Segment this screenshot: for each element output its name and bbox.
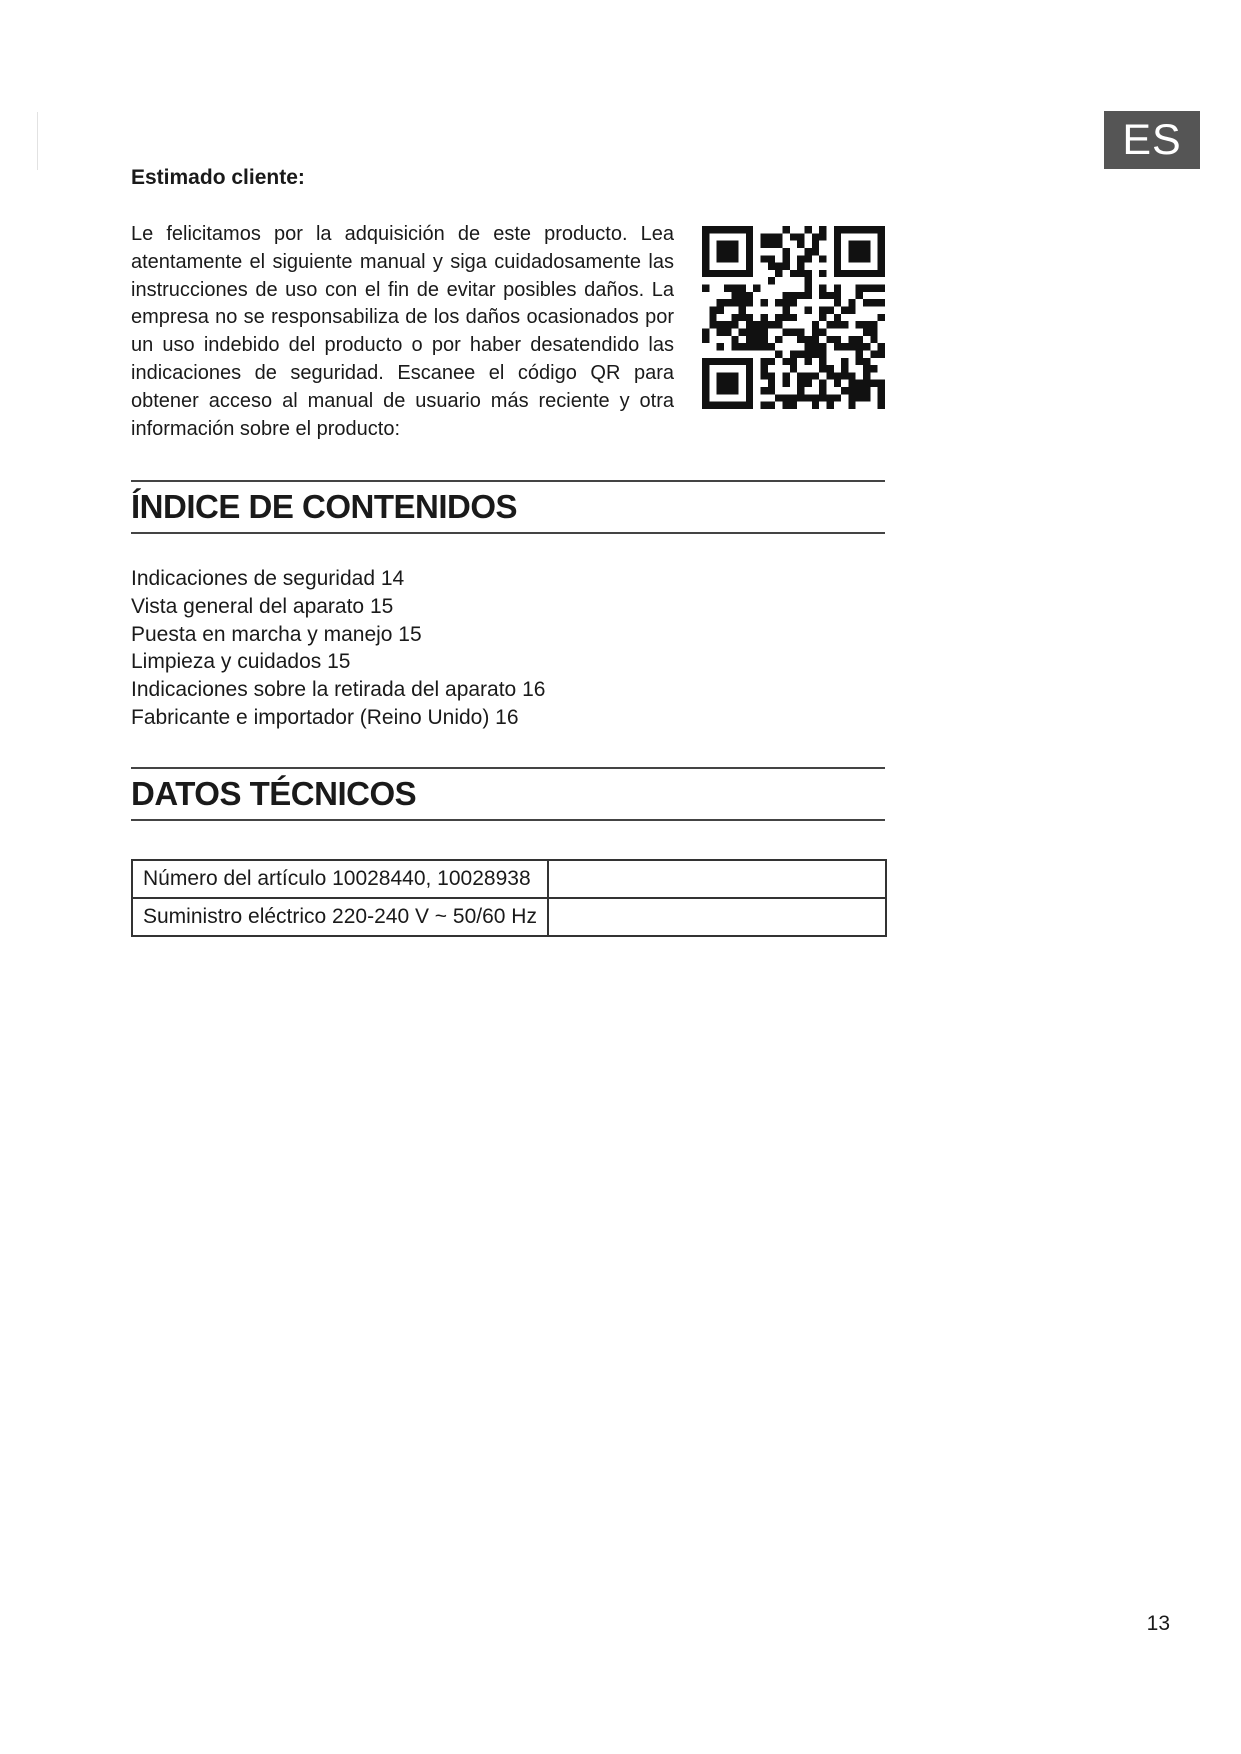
language-badge: ES (1104, 111, 1200, 169)
article-number-text: Número del artículo 10028440, 10028938 (143, 867, 531, 890)
table-row (132, 860, 886, 898)
power-supply-text: Suministro eléctrico 220-240 V ~ 50/60 Hz (143, 905, 537, 928)
table-cell (132, 898, 548, 936)
toc-item: Indicaciones sobre la retirada del aparato 16 (131, 678, 546, 702)
table-row (132, 898, 886, 936)
technical-data-heading: DATOS TÉCNICOS (131, 767, 885, 821)
toc-item: Limpieza y cuidados 15 (131, 650, 351, 674)
table-of-contents (131, 565, 545, 732)
table-cell (548, 898, 886, 936)
contents-heading: ÍNDICE DE CONTENIDOS (131, 480, 885, 534)
toc-item: Indicaciones de seguridad 14 (131, 567, 405, 590)
greeting-heading: Estimado cliente: (131, 166, 305, 189)
margin-rule (37, 112, 38, 170)
technical-data-table (131, 859, 887, 937)
toc-item: Vista general del aparato 15 (131, 594, 394, 618)
qr-code-icon (702, 226, 885, 409)
toc-item: Puesta en marcha y manejo 15 (131, 622, 422, 646)
intro-paragraph: Le felicitamos por la adquisición de este producto. Lea atentamente el siguiente manual y siga cuidadosamente las instrucciones de uso con el fin de evitar posibles daños. La empresa no se responsabiliza de los daños ocasionados por un uso indebido del producto o por haber desatendido las indicaciones de seguridad. Escanee el código QR para obtener acceso al manual de usuario más reciente y otra información sobre el producto: (131, 223, 674, 440)
table-cell (132, 860, 548, 898)
toc-item: Fabricante e importador (Reino Unido) 16 (131, 705, 519, 729)
table-cell (548, 860, 886, 898)
page-number: 13 (1146, 1612, 1170, 1635)
